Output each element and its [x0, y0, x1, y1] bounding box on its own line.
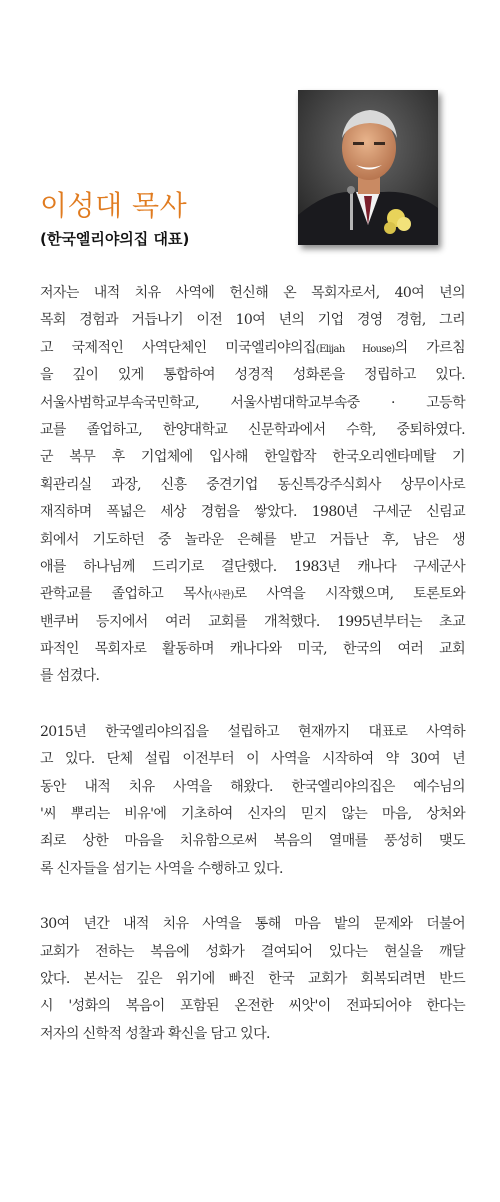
author-name: 이성대 목사: [40, 189, 188, 222]
bio-line: [40, 362, 465, 389]
author-photo: [298, 90, 438, 245]
bio-paragraph-1: [40, 280, 465, 691]
bio-line-text: 의 가르침: [394, 339, 466, 356]
bio-line: [40, 663, 465, 690]
bio-line: [40, 966, 465, 993]
bio-line: [40, 609, 465, 636]
bio-line-text: 목회 경험과 거듭나기 이전 10여 년의 기업 경영 경험, 그리: [40, 312, 465, 329]
bio-line: [40, 939, 465, 966]
bio-line-text: 동안 내적 치유 사역을 해왔다. 한국엘리야의집은 예수님의: [40, 778, 465, 795]
bio-line-text: 았다. 본서는 깊은 위기에 빠진 한국 교회가 회복되려면 반드: [40, 970, 465, 987]
bio-line-text: 록 신자들을 섬기는 사역을 수행하고 있다.: [40, 860, 283, 877]
bio-line: [40, 1021, 465, 1048]
bio-line-text: 교회가 전하는 복음에 성화가 결여되어 있다는 현실을 깨달: [40, 943, 465, 960]
bio-line: [40, 856, 465, 883]
bio-line-text: 저자의 신학적 성찰과 확신을 담고 있다.: [40, 1025, 270, 1042]
bio-line-text: 로 사역을 시작했으며, 토론토와: [233, 586, 465, 603]
bio-line-text: 2015년 한국엘리야의집을 설립하고 현재까지 대표로 사역하: [40, 723, 465, 740]
bio-line: [40, 581, 465, 608]
bio-line: [40, 636, 465, 663]
bio-line-text: 을 깊이 있게 통합하여 성경적 성화론을 정립하고 있다.: [40, 367, 465, 384]
bio-paragraph-3: [40, 911, 465, 1048]
bio-line-text: 애를 하나님께 드리기로 결단했다. 1983년 캐나다 구세군사: [40, 558, 465, 575]
bio-line-text: 획관리실 과장, 신흥 중견기업 동신특강주식회사 상무이사로: [40, 476, 465, 493]
bio-line: [40, 801, 465, 828]
bio-line-text: 시 '성화의 복음이 포함된 온전한 씨앗'이 전파되어야 한다는: [40, 998, 465, 1015]
bio-line-text: 회에서 기도하던 중 놀라운 은혜를 받고 거듭난 후, 남은 생: [40, 531, 465, 548]
portrait-photo-icon: [298, 90, 438, 245]
bio-line: [40, 472, 465, 499]
bio-line-text: 재직하며 폭넓은 세상 경험을 쌓았다. 1980년 구세군 신림교: [40, 504, 465, 521]
bio-line: [40, 335, 465, 362]
bio-line-annotation: (사관): [208, 590, 234, 602]
bio-line-text: 30여 년간 내적 치유 사역을 통해 마음 밭의 문제와 더불어: [40, 916, 465, 933]
bio-line: [40, 499, 465, 526]
bio-line-annotation: (Elijah House): [315, 343, 395, 355]
bio-line: [40, 417, 465, 444]
bio-line-text: '씨 뿌리는 비유'에 기초하여 신자의 믿지 않는 마음, 상처와: [40, 806, 465, 823]
bio-line: [40, 390, 465, 417]
bio-line-text: 고 있다. 단체 설립 이전부터 이 사역을 시작하여 약 30여 년: [40, 751, 465, 768]
bio-line-text: 밴쿠버 등지에서 여러 교회를 개척했다. 1995년부터는 초교: [40, 613, 465, 630]
bio-paragraph-2: [40, 719, 465, 883]
bio-line: [40, 719, 465, 746]
bio-line: [40, 307, 465, 334]
bio-line-text: 서울사범학교부속국민학교, 서울사범대학교부속중 · 고등학: [40, 394, 465, 411]
author-title: (한국엘리야의집 대표): [40, 230, 190, 248]
bio-line: [40, 280, 465, 307]
bio-line: [40, 554, 465, 581]
bio-line-text: 파적인 목회자로 활동하며 캐나다와 미국, 한국의 여러 교회: [40, 641, 465, 658]
bio-line-text: 저자는 내적 치유 사역에 헌신해 온 목회자로서, 40여 년의: [40, 285, 465, 301]
bio-line-text: 죄로 상한 마음을 치유함으로써 복음의 열매를 풍성히 맺도: [40, 833, 465, 850]
bio-line: [40, 746, 465, 773]
bio-line: [40, 993, 465, 1020]
bio-line-text: 군 복무 후 기업체에 입사해 한일합작 한국오리엔타메탈 기: [40, 449, 465, 466]
bio-line-text: 고 국제적인 사역단체인 미국엘리야의집: [40, 339, 316, 356]
bio-line: [40, 527, 465, 554]
bio-line: [40, 911, 465, 938]
bio-line: [40, 774, 465, 801]
author-bio: [40, 280, 465, 1048]
bio-line: [40, 444, 465, 471]
bio-line-text: 관학교를 졸업하고 목사: [40, 586, 209, 603]
bio-line-text: 를 섬겼다.: [40, 668, 100, 685]
bio-line-text: 교를 졸업하고, 한양대학교 신문학과에서 수학, 중퇴하였다.: [40, 421, 465, 438]
bio-line: [40, 828, 465, 855]
